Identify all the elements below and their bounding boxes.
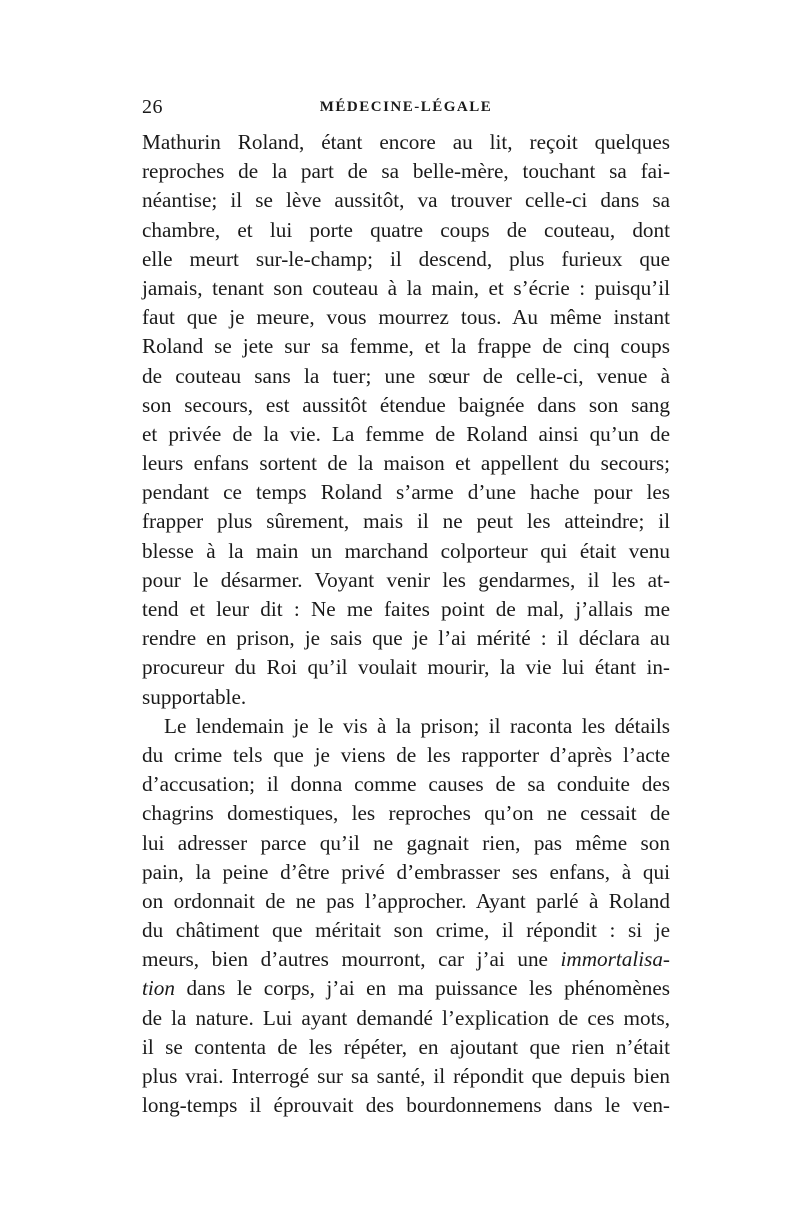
text-run: dans le corps, j’ai en ma puissance les phénomènes xyxy=(174,976,670,1001)
paragraph-1 xyxy=(142,128,670,712)
text-line: on ordonnait de ne pas l’approcher. Ayant parlé à Roland xyxy=(142,888,670,913)
text-line: frapper plus sûrement, mais il ne peut les atteindre; il xyxy=(142,509,670,534)
text-run: meurs, bien d’autres mourront, car j’ai une xyxy=(142,947,561,972)
text-line: son secours, est aussitôt étendue baignée dans son sang xyxy=(142,392,670,417)
text-line: Le lendemain je le vis à la prison; il raconta les détails xyxy=(164,713,670,738)
text-line: chambre, et lui porte quatre coups de couteau, dont xyxy=(142,217,670,242)
text-line: faut que je meure, vous mourrez tous. Au même instant xyxy=(142,305,670,330)
text-line: tend et leur dit : Ne me faites point de mal, j’allais me xyxy=(142,597,670,621)
text-line: Mathurin Roland, étant encore au lit, reçoit quelques xyxy=(142,130,670,154)
text-line: pour le désarmer. Voyant venir les gendarmes, il les at- xyxy=(142,567,670,592)
text-line: et privée de la vie. La femme de Roland ainsi qu’un de xyxy=(142,421,670,446)
text-line: rendre en prison, je sais que je l’ai mérité : il déclara au xyxy=(142,626,670,651)
text-line-mixed xyxy=(142,945,670,974)
text-line: néantise; il se lève aussitôt, va trouver celle-ci dans sa xyxy=(142,188,670,213)
text-line: du crime tels que je viens de les rapporter d’après l’acte xyxy=(142,742,670,767)
page-number: 26 xyxy=(142,96,163,118)
text-line: reproches de la part de sa belle-mère, touchant sa fai- xyxy=(142,159,670,184)
text-line: supportable. xyxy=(142,684,247,709)
text-line: lui adresser parce qu’il ne gagnait rien, pas même son xyxy=(142,830,670,855)
text-line: de la nature. Lui ayant demandé l’explication de ces mots, xyxy=(142,1005,670,1030)
text-line: procureur du Roi qu’il voulait mourir, la vie lui étant in- xyxy=(142,655,670,680)
text-line: leurs enfans sortent de la maison et appellent du secours; xyxy=(142,451,670,476)
italic-text: tion xyxy=(142,976,175,1001)
body-text xyxy=(142,128,670,1120)
text-line: pain, la peine d’être privé d’embrasser ses enfans, à qui xyxy=(142,859,670,884)
text-line: Roland se jete sur sa femme, et la frappe de cinq coups xyxy=(142,334,670,359)
text-line: d’accusation; il donna comme causes de sa conduite des xyxy=(142,772,670,797)
italic-text: immortalisa- xyxy=(560,947,670,972)
text-line: il se contenta de les répéter, en ajoutant que rien n’était xyxy=(142,1034,670,1059)
text-line: du châtiment que méritait son crime, il répondit : si je xyxy=(142,918,670,943)
text-line: pendant ce temps Roland s’arme d’une hache pour les xyxy=(142,480,670,505)
text-line: jamais, tenant son couteau à la main, et s’écrie : puisqu’il xyxy=(142,275,670,300)
running-title: MÉDECINE-LÉGALE xyxy=(319,99,493,115)
text-line-mixed xyxy=(142,974,670,1003)
page-header xyxy=(142,96,670,126)
text-line: elle meurt sur-le-champ; il descend, plus furieux que xyxy=(142,246,670,271)
paragraph-2 xyxy=(142,712,670,1121)
text-line: de couteau sans la tuer; une sœur de celle-ci, venue à xyxy=(142,363,670,388)
text-line: chagrins domestiques, les reproches qu’on ne cessait de xyxy=(142,801,670,826)
text-line: plus vrai. Interrogé sur sa santé, il répondit que depuis bien xyxy=(142,1064,670,1088)
text-line: blesse à la main un marchand colporteur qui était venu xyxy=(142,538,670,563)
text-line: long-temps il éprouvait des bourdonnemens dans le ven- xyxy=(142,1093,670,1118)
